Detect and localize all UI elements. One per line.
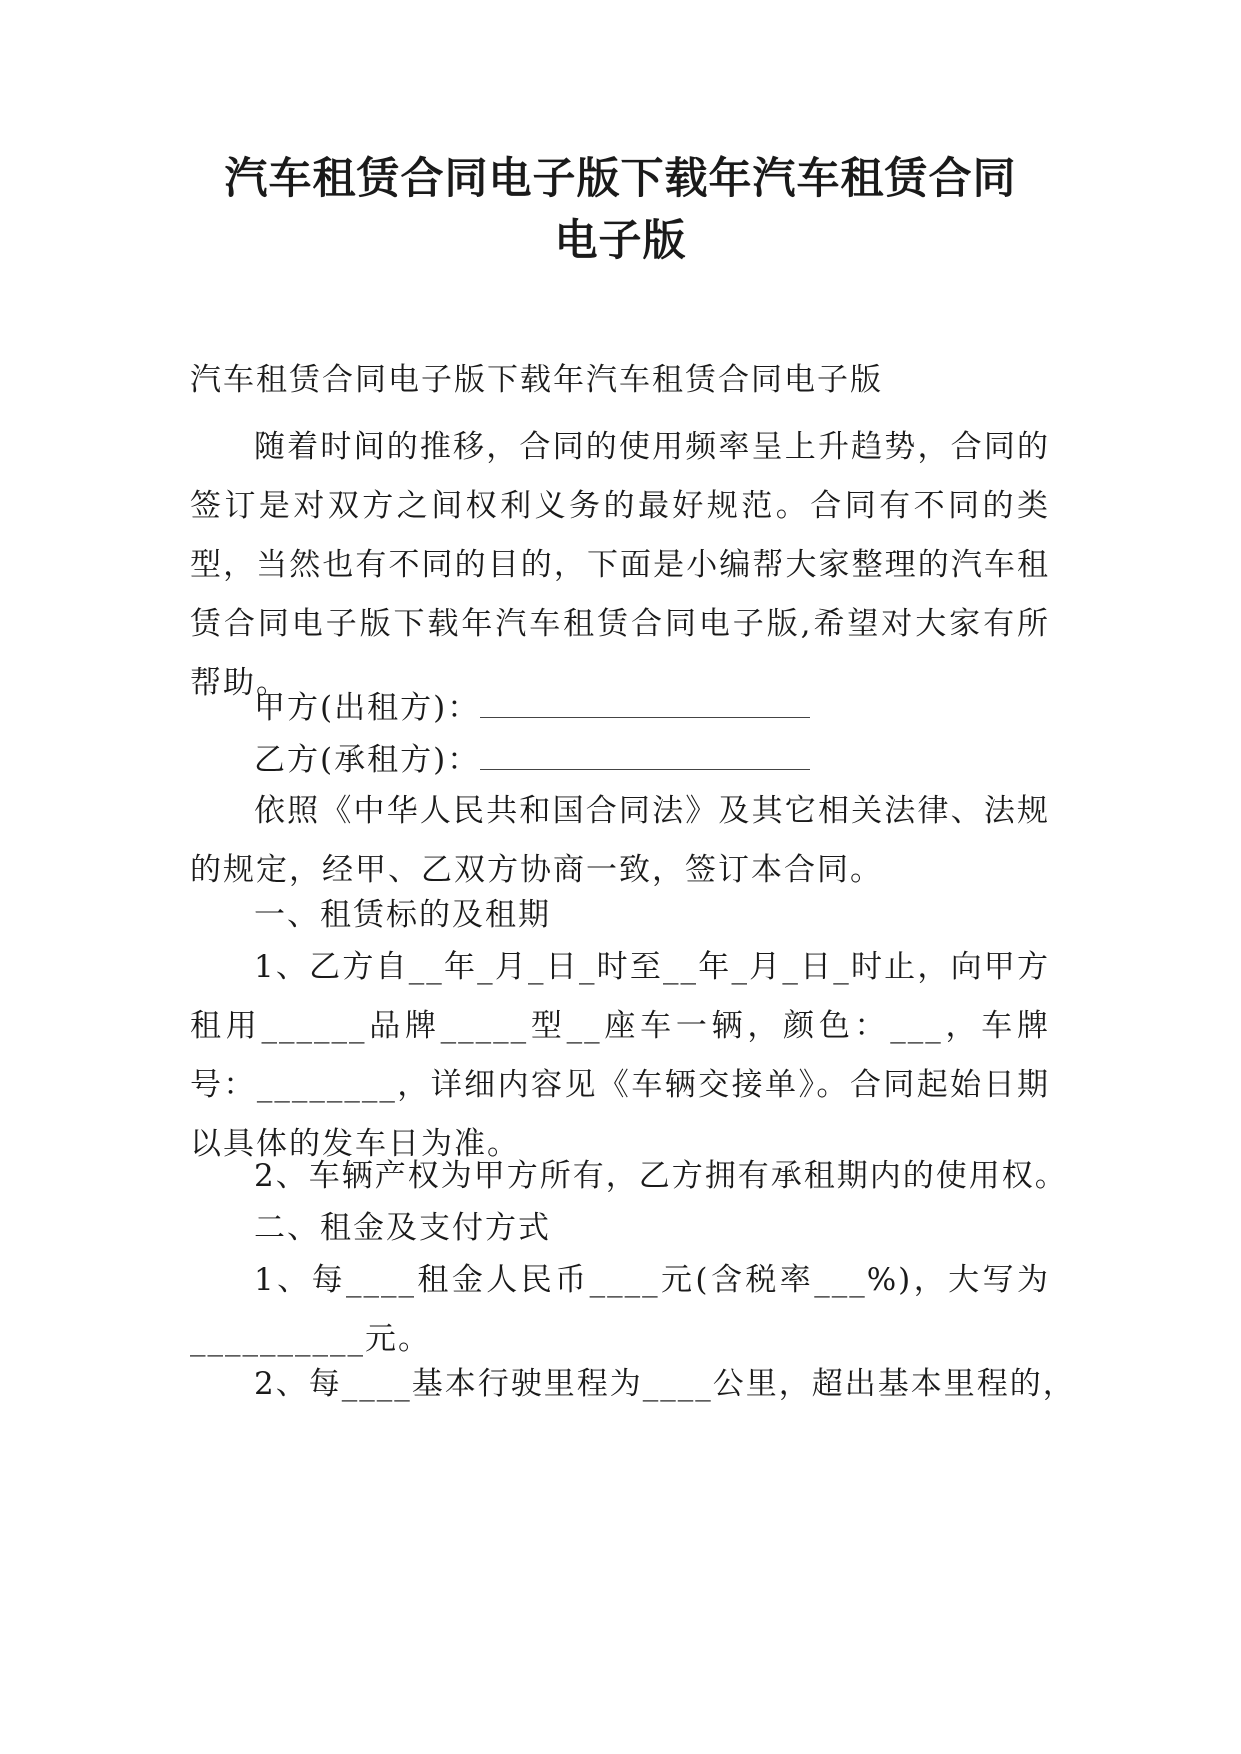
section2-heading: 二、租金及支付方式: [254, 1210, 551, 1246]
clause-1-2: 2、车辆产权为甲方所有，乙方拥有承租期内的使用权。: [254, 1158, 1068, 1194]
title-line-1: 汽车租赁合同电子版下载年汽车租赁合同: [224, 154, 1017, 204]
clause-1-1: 1、乙方自__年_月_日_时至__年_月_日_时止，向甲方租用______品牌_____型__座车一辆，颜色：___，车牌号：________，详细内容见《车辆交接单》。合同起始日期以具体的发车日为准。: [190, 949, 1050, 1162]
party-a-blank: [480, 691, 810, 718]
clause-2-2: 2、每____基本行驶里程为____公里，超出基本里程的，: [254, 1366, 1076, 1402]
party-b-label: 乙方(承租方)：: [254, 742, 481, 778]
party-b-line: [190, 740, 1060, 780]
section1-heading: 一、租赁标的及租期: [254, 897, 551, 933]
document-title: [190, 148, 1051, 272]
basis-paragraph: 依照《中华人民共和国合同法》及其它相关法律、法规的规定，经甲、乙双方协商一致，签订本合同。: [190, 793, 1050, 888]
clause-2-1: 1、每____租金人民币____元(含税率___%)，大写为__________元。: [190, 1262, 1050, 1357]
document-subtitle: 汽车租赁合同电子版下载年汽车租赁合同电子版: [190, 362, 883, 398]
party-b-blank: [480, 743, 810, 770]
party-a-line: [190, 688, 1060, 728]
title-line-2: 电子版: [554, 216, 687, 266]
intro-paragraph: 随着时间的推移，合同的使用频率呈上升趋势，合同的签订是对双方之间权利义务的最好规范。合同有不同的类型，当然也有不同的目的，下面是小编帮大家整理的汽车租赁合同电子版下载年汽车租赁合同电子版,希望对大家有所帮助。: [190, 429, 1050, 701]
party-a-label: 甲方(出租方)：: [254, 690, 481, 726]
